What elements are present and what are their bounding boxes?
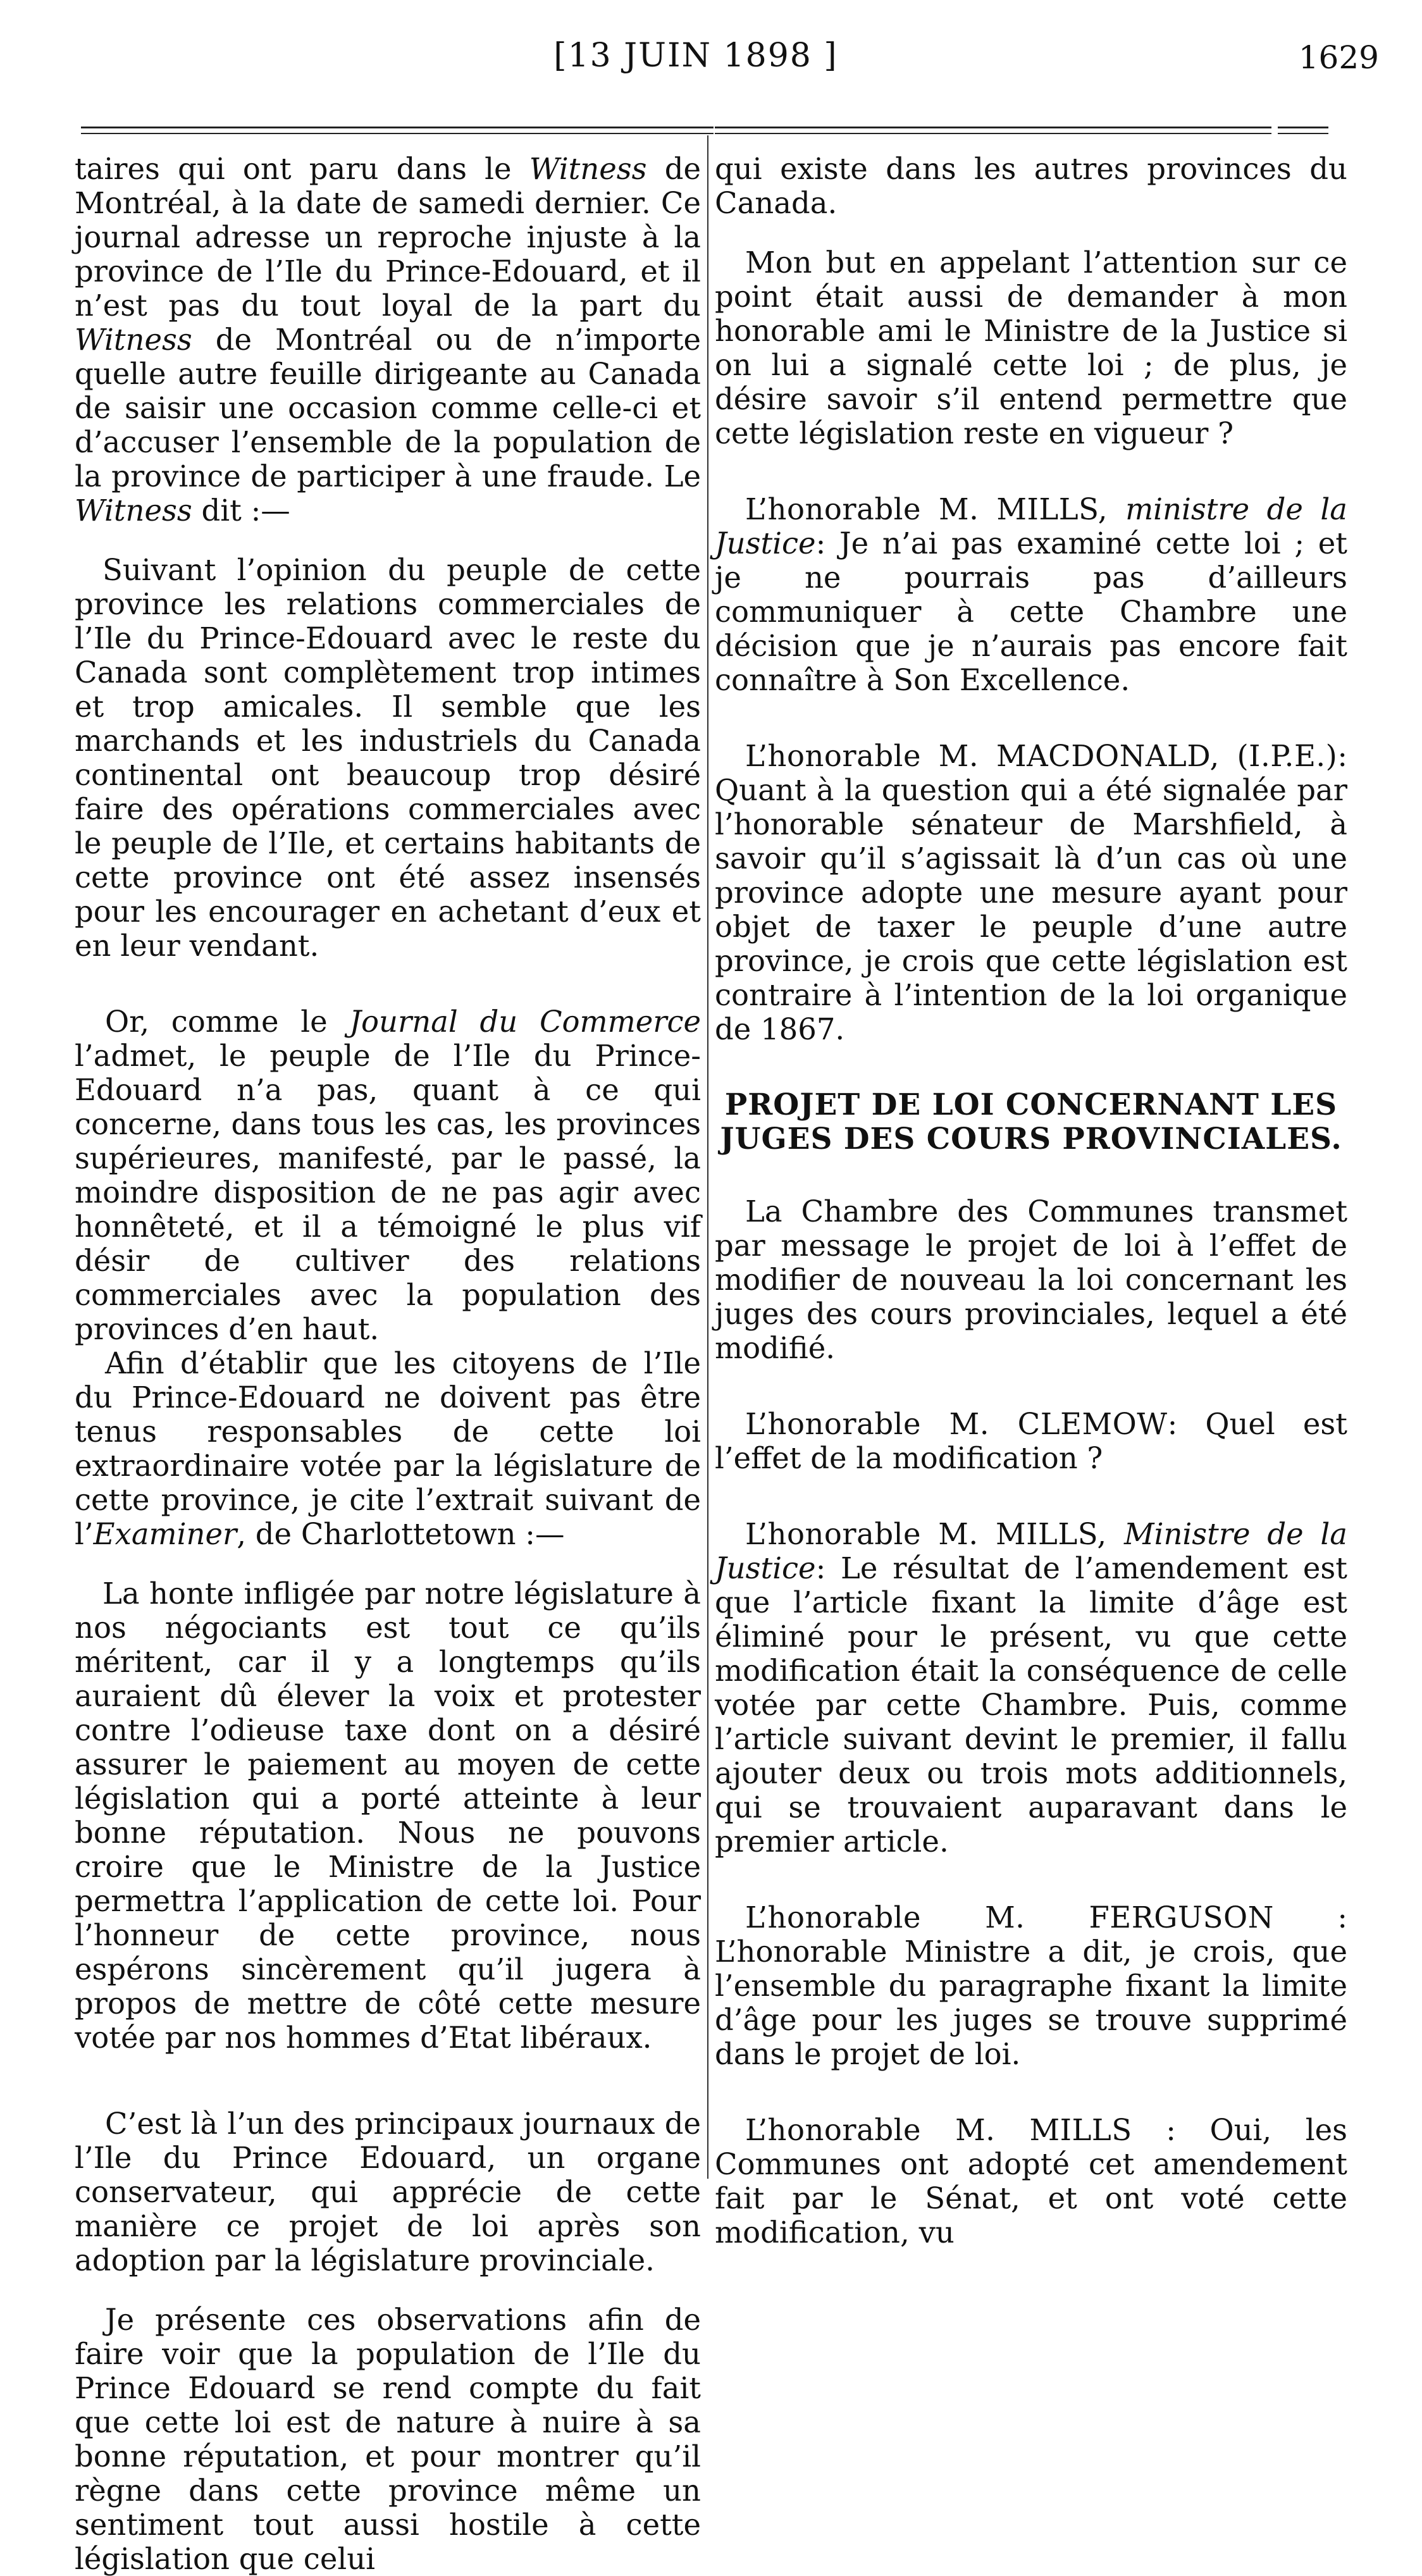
paragraph: taires qui ont paru dans le Witness de Montréal, à la date de samedi dernier. Ce journal adresse un reproche injuste à la province de l’Ile du Prince-Edouard, et il n’est pas du tout loyal de la part du Witness de Montréal ou de n’importe quelle autre feuille dirigeante au Canada de saisir une occasion comme celle-ci et d’accuser l’ensemble de la population de la province de participer à une fraude. Le Witness dit :— — [75, 152, 701, 528]
paragraph: Or, comme le Journal du Commerce l’admet, le peuple de l’Ile du Prince-Edouard n’a pas, quant à ce qui concerne, dans tous les cas, les provinces supérieures, manifesté, par le passé, la moindre disposition de ne pas agir avec honnêteté, et il a témoigné le plus vif désir de cultiver des relations commerciales avec la population des provinces d’en haut. — [75, 1005, 702, 1346]
header-rule — [1278, 127, 1328, 128]
speaker-name: L’honorable M. MILLS, — [745, 492, 1126, 526]
right-column — [715, 152, 1347, 2250]
paragraph: Afin d’établir que les citoyens de l’Ile du Prince-Edouard ne doivent pas être tenus responsables de cette loi extraordinaire votée par la législature de cette province, je cite l’extrait suivant de l’Examiner, de Charlottetown :— — [75, 1346, 701, 1551]
left-column — [75, 152, 701, 2576]
speaker-name: L’honorable M. MACDONALD, (I.P.E.) — [745, 739, 1338, 773]
paragraph: La Chambre des Communes transmet par message le projet de loi à l’effet de modifier de nouveau la loi concernant les juges des cours provinciales, lequel a été modifié. — [715, 1194, 1347, 1365]
speech: L’honorable M. CLEMOW: Quel est l’effet de la modification ? — [715, 1407, 1347, 1475]
header-rule — [715, 133, 1271, 134]
paragraph: C’est là l’un des principaux journaux de l’Ile du Prince Edouard, un organe conservateur, qui apprécie de cette manière ce projet de loi après son adoption par la législature provinciale. — [75, 2107, 701, 2277]
column-divider — [707, 135, 708, 2179]
page-number: 1629 — [1298, 39, 1379, 76]
speech: L’honorable M. FERGUSON : L’honorable Ministre a dit, je crois, que l’ensemble du paragraphe fixant la limite d’âge pour les juges se trouve supprimé dans le projet de loi. — [715, 1900, 1347, 2071]
section-heading: PROJET DE LOI CONCERNANT LES JUGES DES COURS PROVINCIALES. — [720, 1087, 1342, 1156]
speaker-name: L’honorable M. MILLS, — [745, 1517, 1124, 1551]
speaker-name: L’honorable M. CLEMOW — [745, 1407, 1168, 1441]
quotation: Suivant l’opinion du peuple de cette province les relations commerciales de l’Ile du Prince-Edouard avec le reste du Canada sont complètement trop intimes et trop amicales. Il semble que les marchands et les industriels du Canada continental ont beaucoup trop désiré faire des opérations commerciales avec le peuple de l’Ile, et certains habitants de cette province ont été assez insensés pour les encourager en achetant d’eux et en leur vendant. — [75, 553, 701, 963]
header-rule — [81, 127, 714, 128]
quotation: La honte infligée par notre législature à nos négociants est tout ce qu’ils méritent, car il y a longtemps qu’ils auraient dû élever la voix et protester contre l’odieuse taxe dont on a désiré assurer le paiement au moyen de cette législation qui a porté atteinte à leur bonne réputation. Nous ne pouvons croire que le Ministre de la Justice permettra l’application de cette loi. Pour l’honneur de cette province, nous espérons sincèrement qu’il jugera à propos de mettre de côté cette mesure votée par nos hommes d’Etat libéraux. — [75, 1576, 701, 2055]
speaker-name: L’honorable M. FERGUSON — [745, 1900, 1274, 1935]
speech: L’honorable M. MACDONALD, (I.P.E.): Quant à la question qui a été signalée par l’honorable sénateur de Marshfield, à savoir qu’il s’agissait là d’un cas où une province adopte une mesure ayant pour objet de taxer le peuple d’une autre province, je crois que cette législation est contraire à l’intention de la loi organique de 1867. — [715, 739, 1347, 1046]
header-rule — [81, 133, 714, 134]
header-rule — [715, 127, 1271, 128]
speech: L’honorable M. MILLS : Oui, les Communes ont adopté cet amendement fait par le Sénat, et ont voté cette modification, vu — [715, 2113, 1347, 2250]
speech: L’honorable M. MILLS, Ministre de la Justice: Le résultat de l’amendement est que l’article fixant la limite d’âge est éliminé pour le présent, vu que cette modification était la conséquence de celle votée par cette Chambre. Puis, comme l’article suivant devint le premier, il fallu ajouter deux ou trois mots additionnels, qui se trouvaient auparavant dans le premier article. — [715, 1517, 1347, 1859]
header-rule — [1278, 133, 1328, 134]
page-header-date: [13 JUIN 1898 ] — [553, 37, 838, 75]
paragraph: Je présente ces observations afin de faire voir que la population de l’Ile du Prince Edouard se rend compte du fait que cette loi est de nature à nuire à sa bonne réputation, et pour montrer qu’il règne dans cette province même un sentiment tout aussi hostile à cette législation que celui — [75, 2303, 701, 2576]
speech: L’honorable M. MILLS, ministre de la Justice: Je n’ai pas examiné cette loi ; et je ne pourrais pas d’ailleurs communiquer à cette Chambre une décision que je n’aurais pas encore fait connaître à Son Excellence. — [715, 492, 1347, 697]
speaker-name: L’honorable M. MILLS — [745, 2113, 1132, 2147]
paragraph: qui existe dans les autres provinces du Canada. — [715, 152, 1347, 220]
paragraph: Mon but en appelant l’attention sur ce point était aussi de demander à mon honorable ami le Ministre de la Justice si on lui a signalé cette loi ; de plus, je désire savoir s’il entend permettre que cette législation reste en vigueur ? — [715, 245, 1347, 450]
